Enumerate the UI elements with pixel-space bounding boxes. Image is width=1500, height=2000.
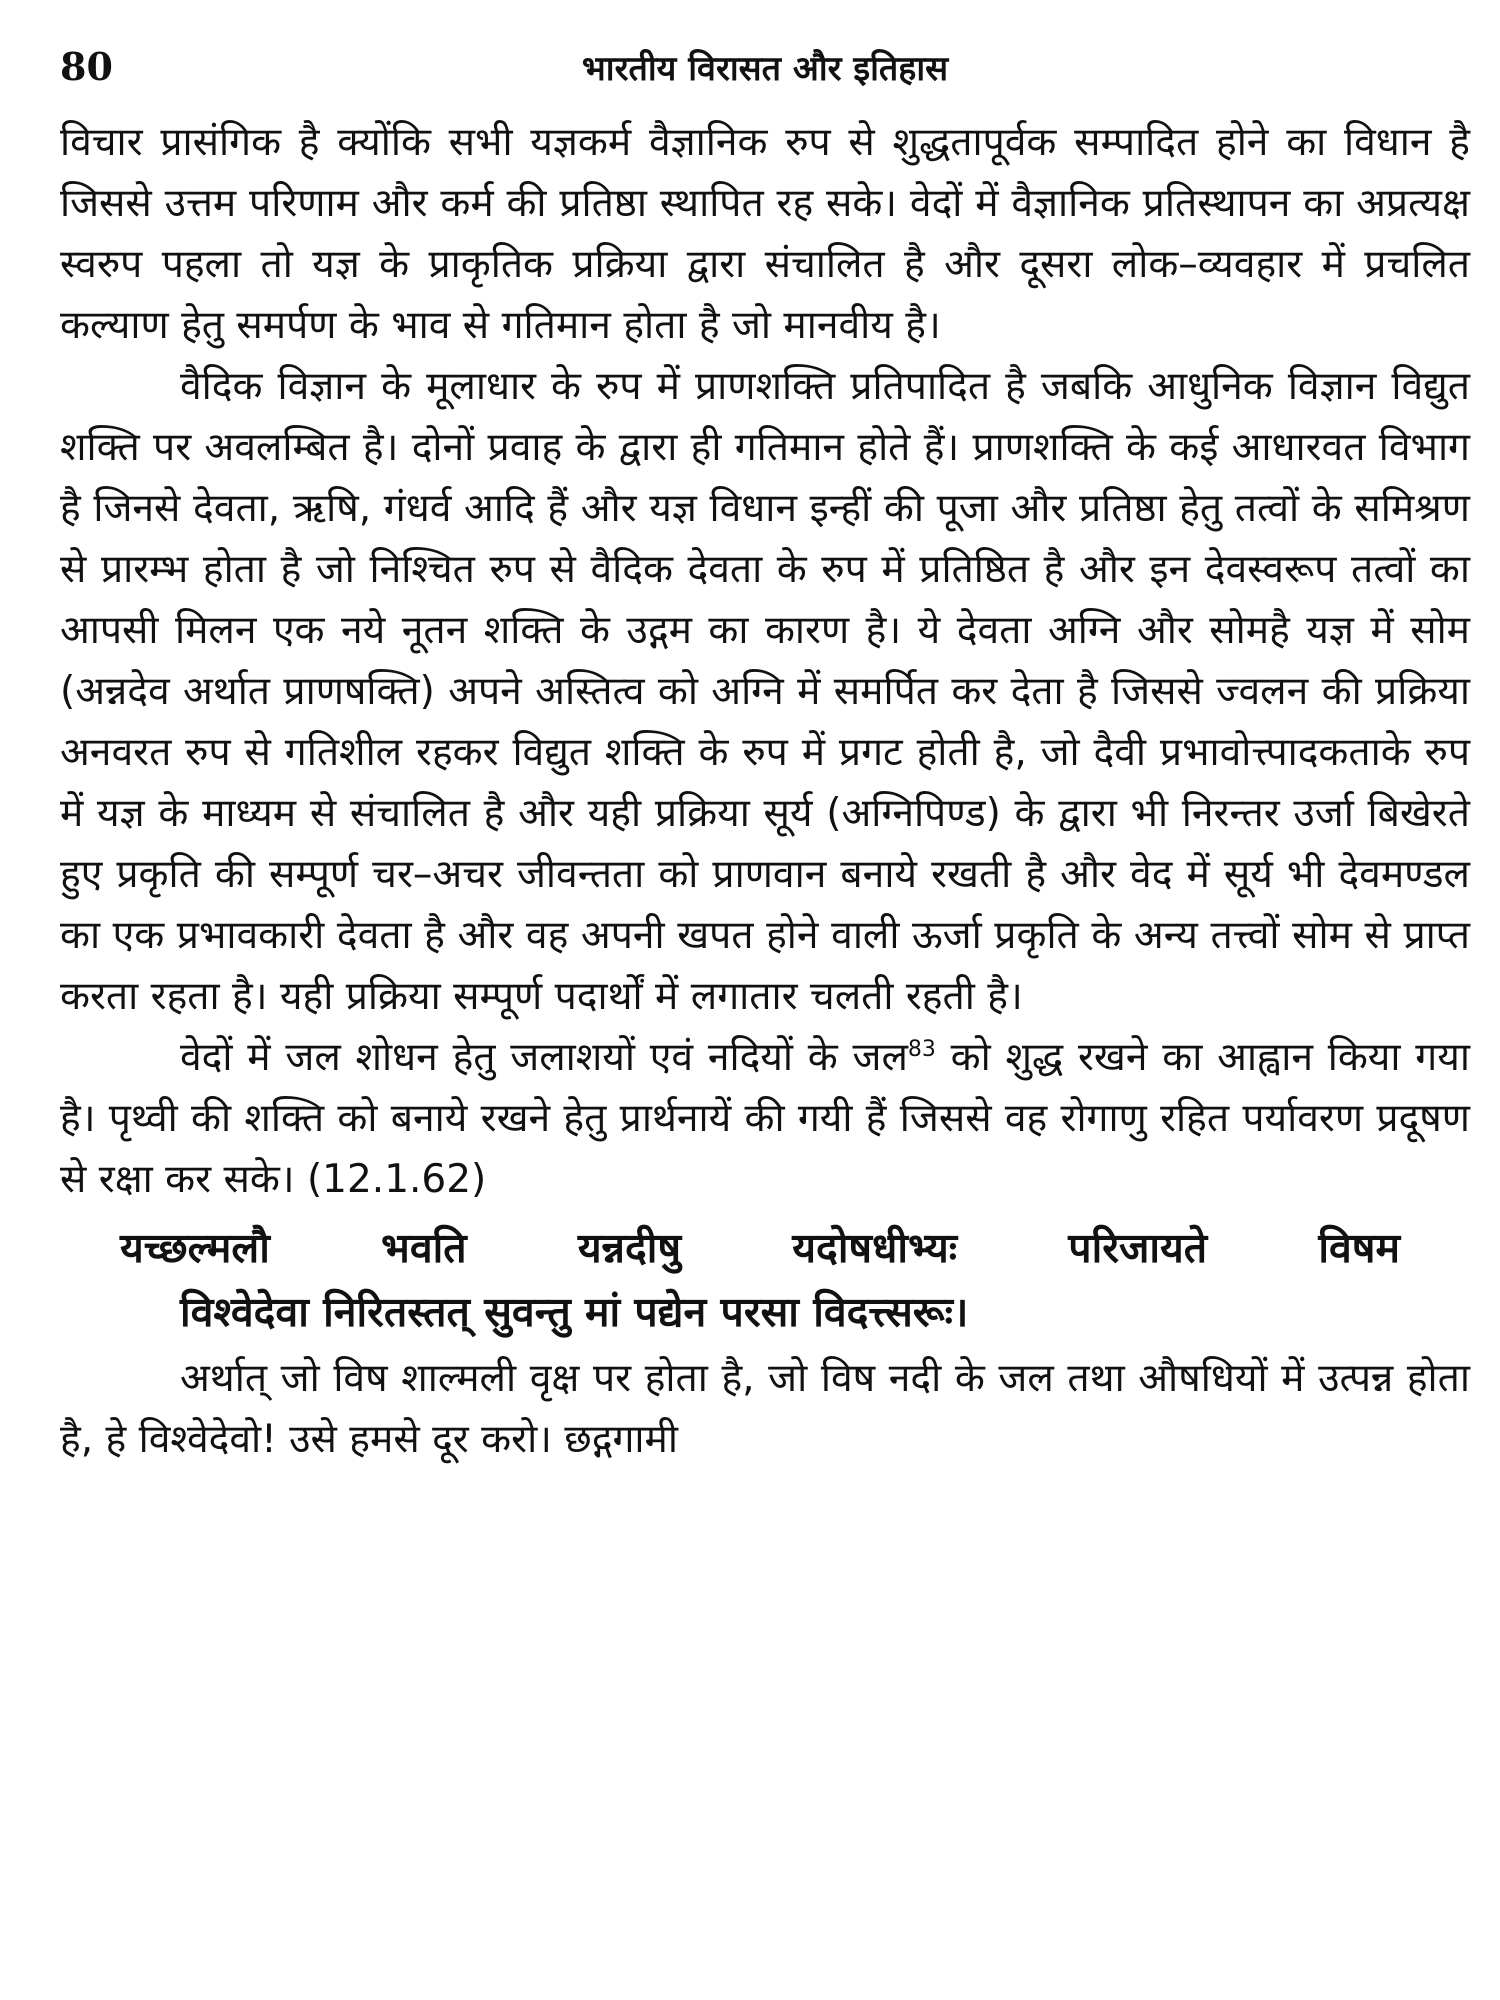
page-header: [60, 40, 1470, 112]
paragraph-3-text-a: वेदों में जल शोधन हेतु जलाशयों एवं नदियों के जल: [180, 1035, 908, 1080]
verse-line-1: यच्छल्मलौ भवति यन्नदीषु यदोषधीभ्यः परिजायते विषम: [120, 1224, 1400, 1272]
running-title: भारतीय विरासत और इतिहास: [581, 49, 949, 89]
page-body: [60, 112, 1470, 1470]
paragraph-2: वैदिक विज्ञान के मूलाधार के रुप में प्राणशक्ति प्रतिपादित है जबकि आधुनिक विज्ञान विद्युत शक्ति पर अवलम्बित है। दोनों प्रवाह के द्वारा ही गतिमान होते हैं। प्राणशक्ति के कई आधारवत विभाग है जिनसे देवता, ऋषि, गंधर्व आदि हैं और यज्ञ विधान इन्हीं की पूजा और प्रतिष्ठा हेतु तत्वों के समिश्रण से प्रारम्भ होता है जो निश्चित रुप से वैदिक देवता के रुप में प्रतिष्ठित है और इन देवस्वरूप तत्वों का आपसी मिलन एक नये नूतन शक्ति के उद्गम का कारण है। ये देवता अग्नि और सोमहै यज्ञ में सोम (अन्नदेव अर्थात प्राणषक्ति) अपने अस्तित्व को अग्नि में समर्पित कर देता है जिससे ज्वलन की प्रक्रिया अनवरत रुप से गतिशील रहकर विद्युत शक्ति के रुप में प्रगट होती है, जो दैवी प्रभावोत्त्पादकताके रुप में यज्ञ के माध्यम से संचालित है और यही प्रक्रिया सूर्य (अग्निपिण्ड) के द्वारा भी निरन्तर उर्जा बिखेरते हुए प्रकृति की सम्पूर्ण चर–अचर जीवन्तता को प्राणवान बनाये रखती है और वेद में सूर्य भी देवमण्डल का एक प्रभावकारी देवता है और वह अपनी खपत होने वाली ऊर्जा प्रकृति के अन्य तत्त्वों सोम से प्राप्त करता रहता है। यही प्रक्रिया सम्पूर्ण पदार्थों में लगातार चलती रहती है।: [60, 364, 1470, 1019]
page-number: 80: [60, 44, 113, 89]
paragraph-3: [60, 1027, 1470, 1210]
verse-line-2: विश्वेदेवा निरितस्तत् सुवन्तु मां पद्येन परसा विदत्त्सरूः।: [180, 1288, 969, 1336]
sanskrit-verse: [60, 1216, 1470, 1344]
paragraph-4: अर्थात् जो विष शाल्मली वृक्ष पर होता है, जो विष नदी के जल तथा औषधियों में उत्पन्न होता है, हे विश्वेदेवो! उसे हमसे दूर करो। छद्गगामी: [60, 1356, 1470, 1462]
paragraph-3-text-b: को शुद्ध रखने का आह्वान किया गया है। पृथ्वी की शक्ति को बनाये रखने हेतु प्रार्थनायें की गयी हैं जिससे वह रोगाणु रहित पर्यावरण प्रदूषण से रक्षा कर सके। (12.1.62): [60, 1035, 1470, 1202]
paragraph-1: विचार प्रासंगिक है क्योंकि सभी यज्ञकर्म वैज्ञानिक रुप से शुद्धतापूर्वक सम्पादित होने का विधान है जिससे उत्तम परिणाम और कर्म की प्रतिष्ठा स्थापित रह सके। वेदों में वैज्ञानिक प्रतिस्थापन का अप्रत्यक्ष स्वरुप पहला तो यज्ञ के प्राकृतिक प्रक्रिया द्वारा संचालित है और दूसरा लोक–व्यवहार में प्रचलित कल्याण हेतु समर्पण के भाव से गतिमान होता है जो मानवीय है।: [60, 120, 1470, 348]
footnote-marker: 83: [907, 1037, 936, 1062]
